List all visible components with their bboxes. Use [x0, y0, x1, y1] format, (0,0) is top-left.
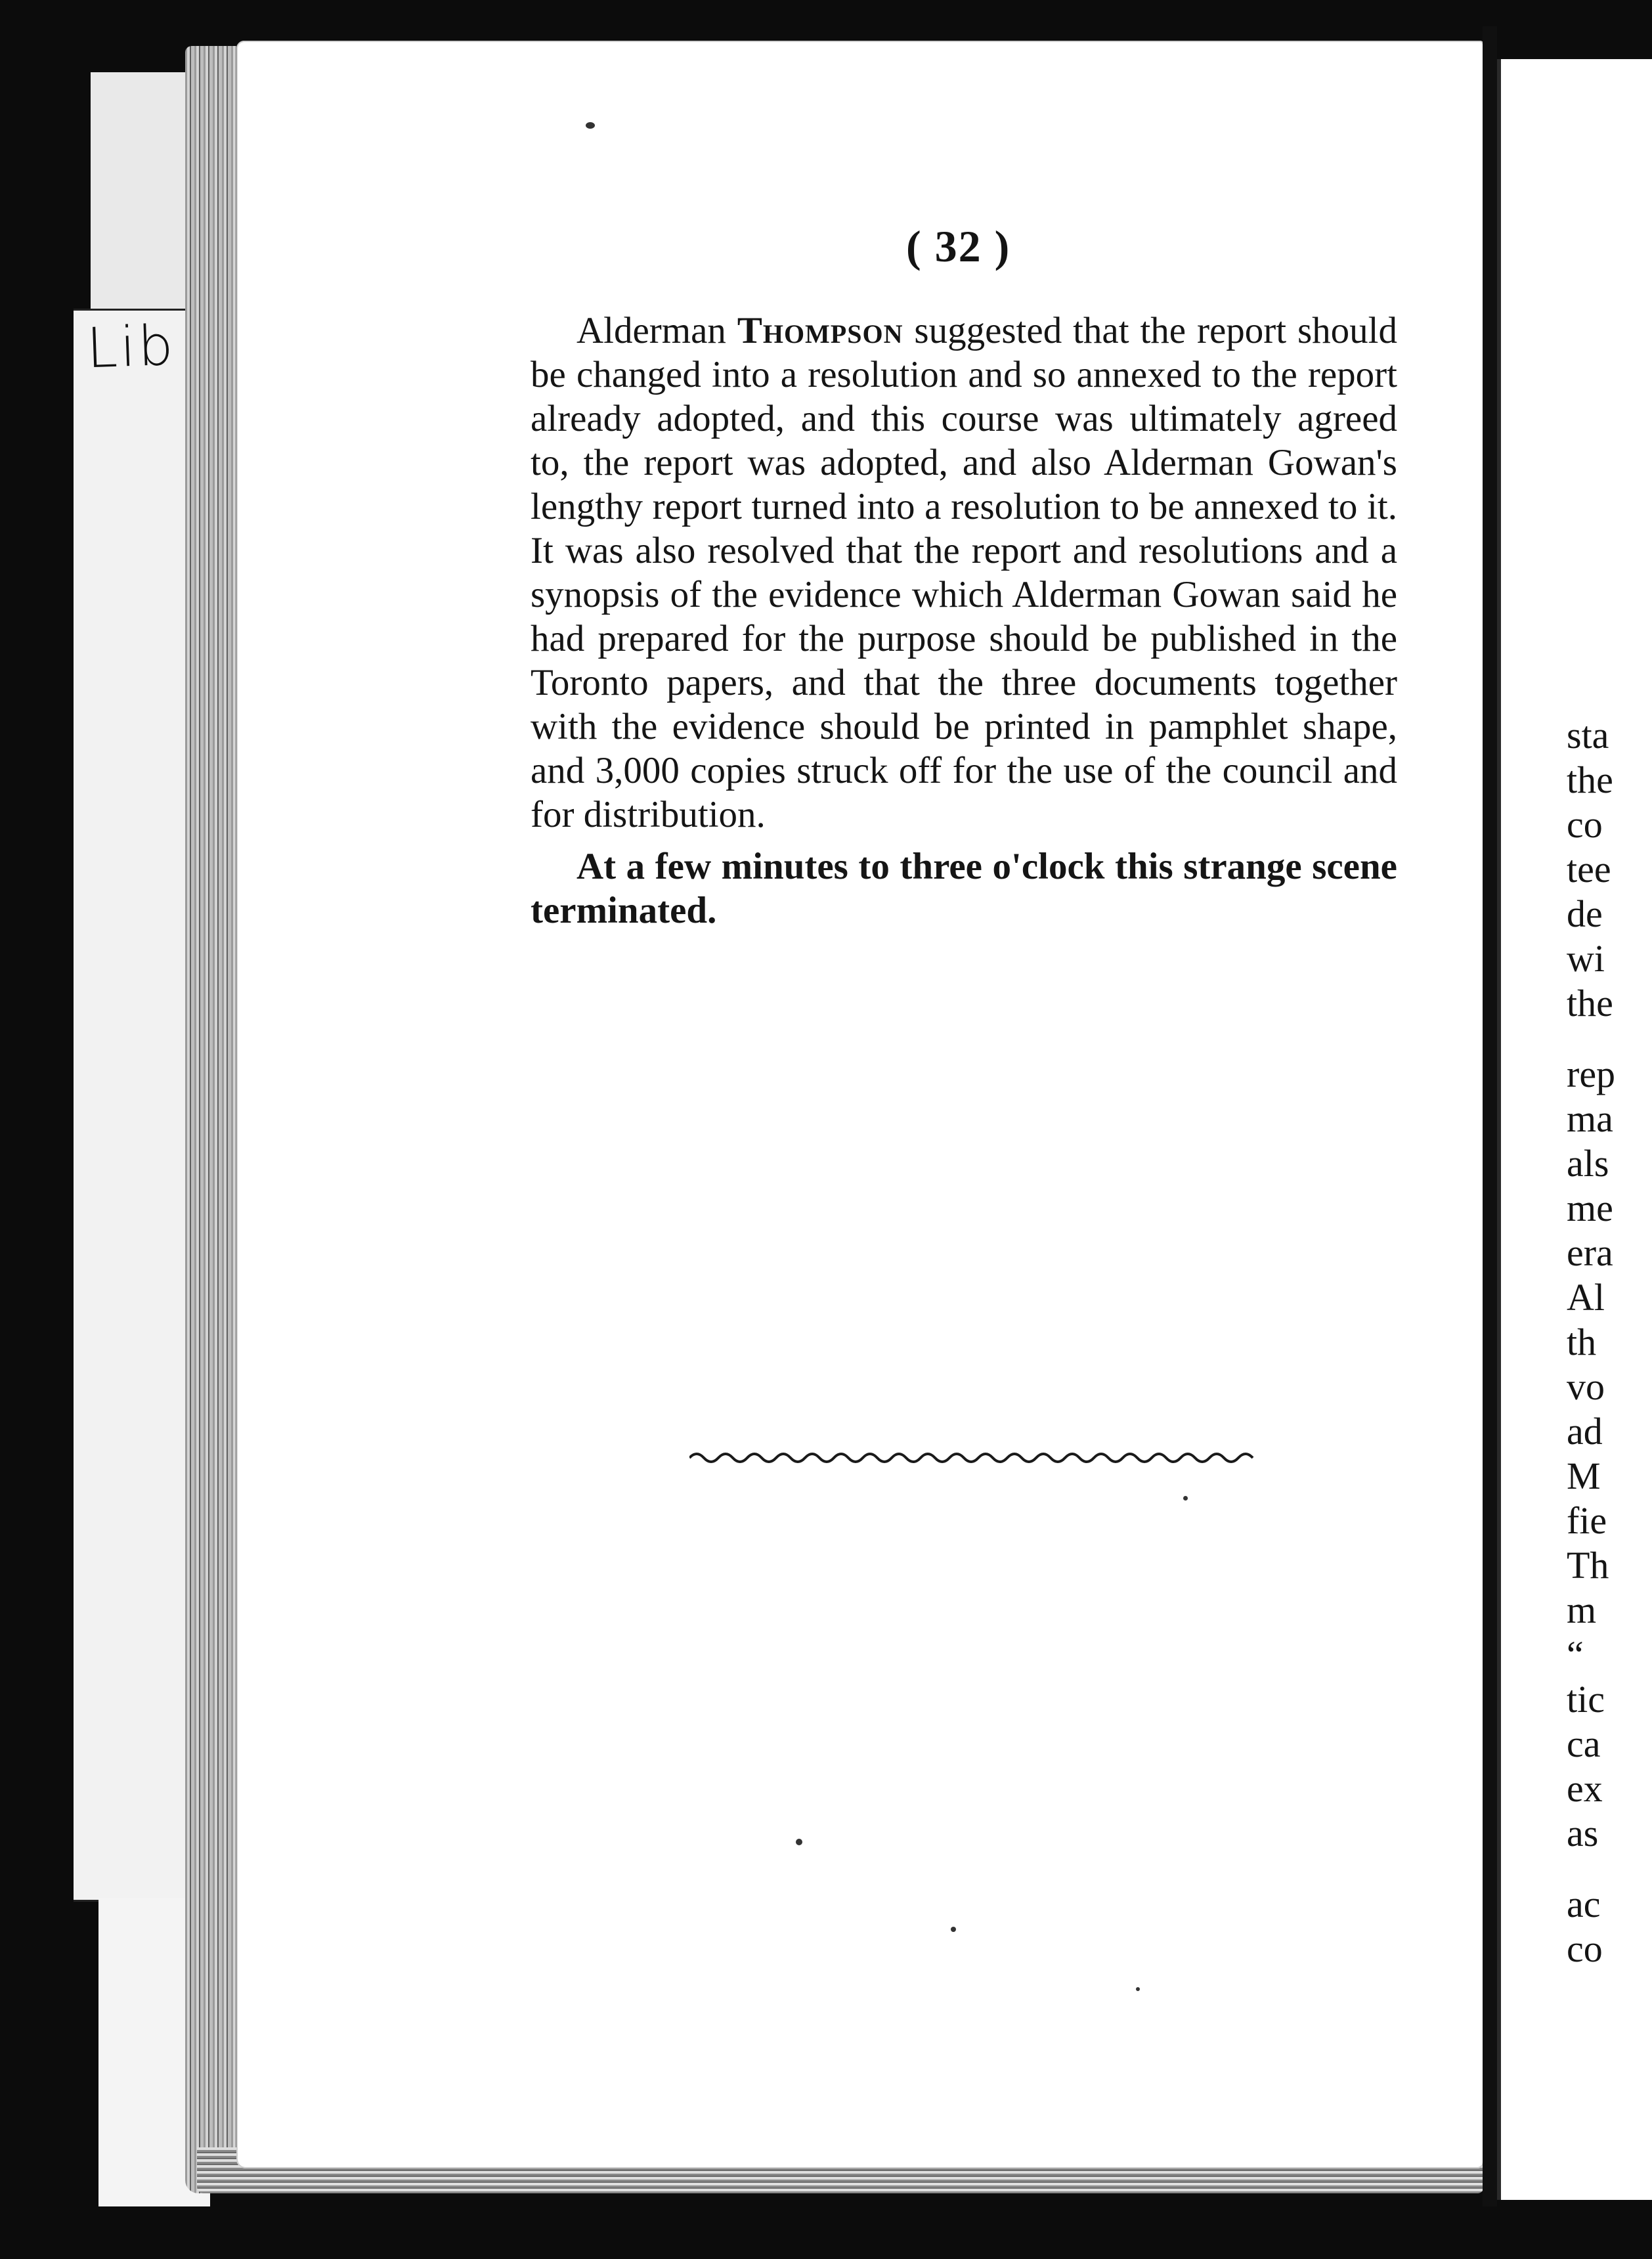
facing-page-line: “ — [1567, 1633, 1584, 1676]
library-label-card — [74, 309, 192, 1902]
facing-page-line: Al — [1567, 1276, 1605, 1319]
print-speck — [1136, 1987, 1140, 1991]
facing-page-line: Th — [1567, 1544, 1609, 1587]
facing-page-line: m — [1567, 1589, 1597, 1631]
facing-page — [1497, 59, 1652, 2200]
paragraph-1-body: suggested that the report should be changed into a resolution and so annexed to the report already adopted, and this course was ultimately agreed to, the report was adopted, and also Alderman Gowan's lengthy report turned into a resolution to be annexed to it. It was also resolved that the report and resolutions and a synopsis of the evidence which Alderman Gowan said he had prepared for the purpose should be published in the Toronto papers, and that the three documents together with the evidence should be printed in pamphlet shape, and 3,000 copies struck off for the use of the council and for distribution. — [531, 310, 1397, 835]
facing-page-line: M — [1567, 1455, 1601, 1497]
facing-page-line: de — [1567, 892, 1603, 935]
facing-page-line: ac — [1567, 1883, 1601, 1925]
facing-page-line: co — [1567, 803, 1603, 846]
book-gutter — [1483, 26, 1497, 2206]
facing-page-line: the — [1567, 982, 1613, 1024]
print-speck — [796, 1839, 802, 1845]
print-speck — [951, 1927, 956, 1932]
print-speck — [586, 122, 595, 129]
page-number: ( 32 ) — [906, 221, 1011, 271]
wavy-separator-rule — [689, 1445, 1267, 1471]
print-speck — [1183, 1496, 1188, 1501]
alderman-name: Thompson — [737, 310, 903, 351]
facing-page-line: ma — [1567, 1097, 1613, 1140]
facing-page-line: era — [1567, 1231, 1613, 1274]
paragraph-2: At a few minutes to three o'clock this strange scene terminated. — [531, 846, 1397, 931]
facing-page-line: the — [1567, 758, 1613, 801]
facing-page-line: th — [1567, 1321, 1597, 1363]
facing-page-line: wi — [1567, 937, 1605, 980]
facing-page-line: ex — [1567, 1767, 1603, 1810]
library-label-text: Lib — [85, 313, 177, 381]
facing-page-line: as — [1567, 1812, 1599, 1854]
facing-page-line: ca — [1567, 1722, 1601, 1765]
facing-page-line: me — [1567, 1187, 1613, 1229]
facing-page-line: co — [1567, 1927, 1603, 1970]
facing-page-line: sta — [1567, 714, 1609, 757]
facing-page-line: tee — [1567, 848, 1611, 890]
paragraph-1-lead: Alderman — [576, 310, 737, 351]
paragraph-1 — [531, 309, 1397, 837]
facing-page-line: ad — [1567, 1410, 1603, 1453]
facing-page-line: vo — [1567, 1365, 1605, 1408]
facing-page-line: als — [1567, 1142, 1609, 1185]
facing-page-line: fie — [1567, 1499, 1607, 1542]
facing-page-line: rep — [1567, 1053, 1616, 1095]
body-text — [531, 309, 1397, 932]
facing-page-line: tic — [1567, 1678, 1605, 1721]
